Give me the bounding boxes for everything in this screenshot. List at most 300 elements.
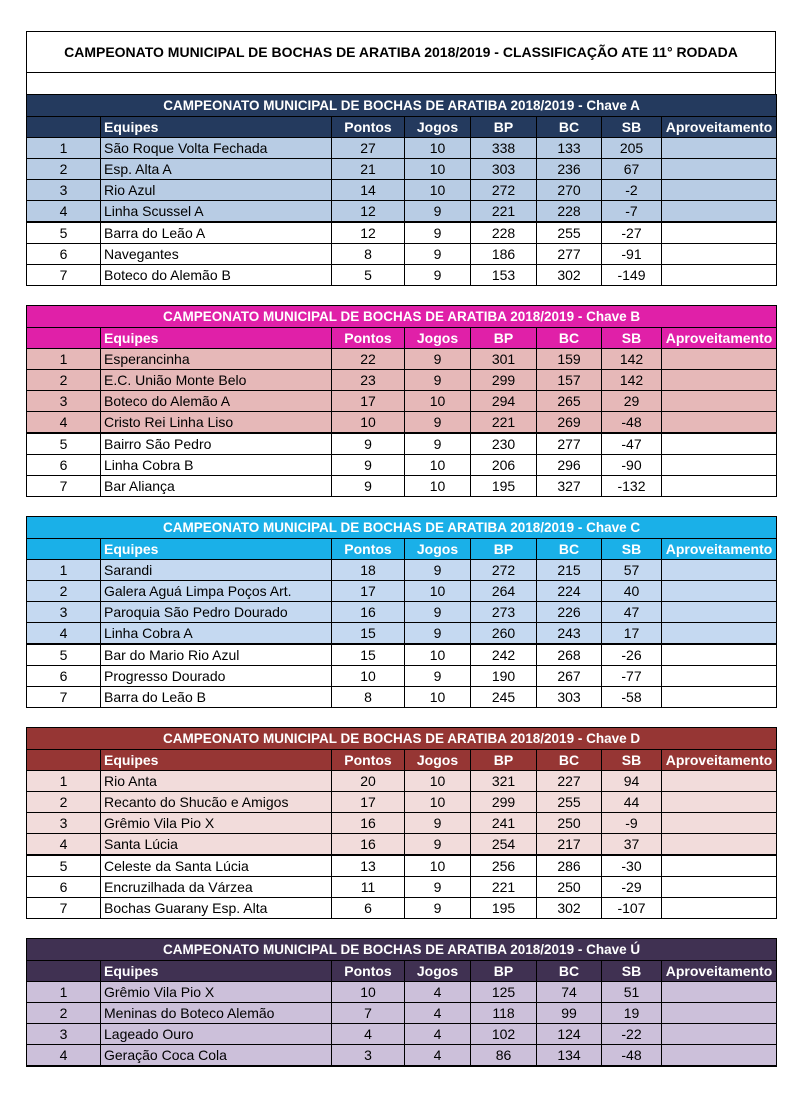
column-header-bp: BP — [471, 750, 537, 771]
cell-pos: 1 — [27, 560, 101, 581]
cell-team: Encruzilhada da Várzea — [101, 877, 332, 898]
group-table-1 — [26, 305, 776, 497]
cell-games: 9 — [405, 222, 471, 244]
cell-bp: 273 — [471, 602, 537, 623]
cell-bc: 296 — [537, 455, 602, 476]
cell-bc: 255 — [537, 792, 602, 813]
cell-perf — [662, 138, 777, 159]
table-row — [27, 433, 777, 455]
cell-sb: -47 — [602, 433, 662, 455]
standings-table — [26, 727, 777, 919]
cell-team: Santa Lúcia — [101, 834, 332, 856]
cell-pos: 2 — [27, 581, 101, 602]
table-row — [27, 159, 777, 180]
group-table-0 — [26, 94, 776, 286]
cell-perf — [662, 813, 777, 834]
cell-games: 9 — [405, 349, 471, 370]
cell-perf — [662, 855, 777, 877]
cell-bc: 74 — [537, 982, 602, 1003]
cell-team: Lageado Ouro — [101, 1024, 332, 1045]
cell-games: 10 — [405, 644, 471, 666]
cell-sb: 142 — [602, 349, 662, 370]
column-header-bc: BC — [537, 750, 602, 771]
table-row — [27, 602, 777, 623]
cell-bp: 221 — [471, 412, 537, 434]
group-table-4 — [26, 938, 776, 1067]
table-row — [27, 623, 777, 645]
cell-games: 9 — [405, 433, 471, 455]
table-row — [27, 771, 777, 792]
cell-bp: 256 — [471, 855, 537, 877]
cell-games: 10 — [405, 581, 471, 602]
table-row — [27, 391, 777, 412]
table-row — [27, 666, 777, 687]
column-header-pos — [27, 750, 101, 771]
cell-pos: 4 — [27, 834, 101, 856]
cell-perf — [662, 898, 777, 919]
cell-games: 9 — [405, 265, 471, 286]
table-row — [27, 412, 777, 434]
cell-points: 15 — [332, 644, 405, 666]
cell-team: Bairro São Pedro — [101, 433, 332, 455]
table-row — [27, 834, 777, 856]
cell-bp: 230 — [471, 433, 537, 455]
cell-bp: 102 — [471, 1024, 537, 1045]
cell-points: 22 — [332, 349, 405, 370]
cell-games: 10 — [405, 855, 471, 877]
column-header-sb: SB — [602, 539, 662, 560]
table-row — [27, 855, 777, 877]
cell-bp: 245 — [471, 687, 537, 708]
cell-bp: 301 — [471, 349, 537, 370]
cell-bc: 159 — [537, 349, 602, 370]
cell-pos: 2 — [27, 792, 101, 813]
cell-bc: 124 — [537, 1024, 602, 1045]
cell-bc: 217 — [537, 834, 602, 856]
cell-pos: 1 — [27, 771, 101, 792]
cell-team: Esperancinha — [101, 349, 332, 370]
column-header-bp: BP — [471, 117, 537, 138]
group-title: CAMPEONATO MUNICIPAL DE BOCHAS DE ARATIBA 2018/2019 - Chave C — [27, 517, 777, 539]
column-header-points: Pontos — [332, 328, 405, 349]
cell-bp: 221 — [471, 877, 537, 898]
column-header-pos — [27, 328, 101, 349]
column-header-points: Pontos — [332, 961, 405, 982]
cell-bp: 86 — [471, 1045, 537, 1067]
cell-points: 4 — [332, 1024, 405, 1045]
cell-points: 12 — [332, 201, 405, 223]
cell-perf — [662, 265, 777, 286]
cell-bp: 153 — [471, 265, 537, 286]
column-header-games: Jogos — [405, 750, 471, 771]
cell-pos: 1 — [27, 349, 101, 370]
group-title: CAMPEONATO MUNICIPAL DE BOCHAS DE ARATIBA 2018/2019 - Chave B — [27, 306, 777, 328]
cell-bp: 264 — [471, 581, 537, 602]
cell-pos: 7 — [27, 265, 101, 286]
column-header-bp: BP — [471, 539, 537, 560]
table-row — [27, 898, 777, 919]
cell-games: 10 — [405, 687, 471, 708]
table-row — [27, 180, 777, 201]
cell-perf — [662, 560, 777, 581]
cell-games: 9 — [405, 877, 471, 898]
cell-games: 9 — [405, 623, 471, 645]
cell-bc: 134 — [537, 1045, 602, 1067]
cell-bc: 268 — [537, 644, 602, 666]
table-row — [27, 455, 777, 476]
cell-pos: 3 — [27, 391, 101, 412]
cell-team: Sarandi — [101, 560, 332, 581]
cell-perf — [662, 349, 777, 370]
table-row — [27, 138, 777, 159]
cell-bp: 272 — [471, 180, 537, 201]
cell-team: Rio Azul — [101, 180, 332, 201]
table-row — [27, 1024, 777, 1045]
column-header-bp: BP — [471, 961, 537, 982]
cell-points: 21 — [332, 159, 405, 180]
cell-points: 6 — [332, 898, 405, 919]
cell-bp: 190 — [471, 666, 537, 687]
cell-perf — [662, 159, 777, 180]
cell-pos: 6 — [27, 666, 101, 687]
column-header-points: Pontos — [332, 750, 405, 771]
cell-pos: 2 — [27, 370, 101, 391]
cell-bp: 186 — [471, 244, 537, 265]
table-row — [27, 877, 777, 898]
column-header-games: Jogos — [405, 117, 471, 138]
cell-games: 9 — [405, 201, 471, 223]
cell-pos: 7 — [27, 476, 101, 497]
cell-sb: 47 — [602, 602, 662, 623]
cell-bp: 294 — [471, 391, 537, 412]
column-header-perf: Aproveitamento — [662, 961, 777, 982]
cell-points: 9 — [332, 455, 405, 476]
cell-points: 10 — [332, 412, 405, 434]
cell-perf — [662, 666, 777, 687]
cell-pos: 3 — [27, 1024, 101, 1045]
cell-team: Celeste da Santa Lúcia — [101, 855, 332, 877]
cell-points: 17 — [332, 792, 405, 813]
table-row — [27, 687, 777, 708]
cell-points: 3 — [332, 1045, 405, 1067]
table-row — [27, 370, 777, 391]
cell-perf — [662, 370, 777, 391]
cell-games: 4 — [405, 1003, 471, 1024]
cell-perf — [662, 222, 777, 244]
cell-pos: 6 — [27, 244, 101, 265]
cell-perf — [662, 792, 777, 813]
cell-points: 15 — [332, 623, 405, 645]
cell-pos: 4 — [27, 623, 101, 645]
cell-games: 10 — [405, 159, 471, 180]
column-header-team: Equipes — [101, 117, 332, 138]
cell-perf — [662, 623, 777, 645]
table-row — [27, 792, 777, 813]
cell-team: Bochas Guarany Esp. Alta — [101, 898, 332, 919]
table-row — [27, 644, 777, 666]
cell-games: 4 — [405, 1024, 471, 1045]
table-row — [27, 265, 777, 286]
cell-team: Barra do Leão A — [101, 222, 332, 244]
cell-team: Boteco do Alemão A — [101, 391, 332, 412]
cell-team: São Roque Volta Fechada — [101, 138, 332, 159]
cell-sb: 37 — [602, 834, 662, 856]
group-title: CAMPEONATO MUNICIPAL DE BOCHAS DE ARATIBA 2018/2019 - Chave Ú — [27, 939, 777, 961]
cell-points: 16 — [332, 602, 405, 623]
cell-sb: 142 — [602, 370, 662, 391]
cell-bc: 157 — [537, 370, 602, 391]
cell-games: 10 — [405, 180, 471, 201]
cell-perf — [662, 1045, 777, 1067]
cell-points: 18 — [332, 560, 405, 581]
cell-pos: 7 — [27, 687, 101, 708]
cell-bc: 302 — [537, 265, 602, 286]
cell-bc: 99 — [537, 1003, 602, 1024]
cell-team: Navegantes — [101, 244, 332, 265]
cell-bp: 206 — [471, 455, 537, 476]
cell-team: Galera Aguá Limpa Poços Art. — [101, 581, 332, 602]
main-title-box — [26, 31, 776, 95]
cell-bp: 195 — [471, 898, 537, 919]
column-header-points: Pontos — [332, 117, 405, 138]
cell-bp: 221 — [471, 201, 537, 223]
cell-points: 14 — [332, 180, 405, 201]
cell-bp: 118 — [471, 1003, 537, 1024]
cell-points: 10 — [332, 982, 405, 1003]
cell-perf — [662, 433, 777, 455]
cell-bp: 338 — [471, 138, 537, 159]
table-row — [27, 476, 777, 497]
table-row — [27, 560, 777, 581]
cell-games: 9 — [405, 370, 471, 391]
standings-table — [26, 94, 777, 286]
column-header-games: Jogos — [405, 328, 471, 349]
cell-points: 10 — [332, 666, 405, 687]
cell-points: 16 — [332, 834, 405, 856]
cell-sb: -48 — [602, 412, 662, 434]
cell-sb: -91 — [602, 244, 662, 265]
column-header-perf: Aproveitamento — [662, 117, 777, 138]
table-row — [27, 349, 777, 370]
cell-bc: 302 — [537, 898, 602, 919]
cell-points: 9 — [332, 433, 405, 455]
cell-pos: 3 — [27, 813, 101, 834]
cell-sb: -132 — [602, 476, 662, 497]
cell-bc: 265 — [537, 391, 602, 412]
cell-team: Barra do Leão B — [101, 687, 332, 708]
cell-pos: 5 — [27, 222, 101, 244]
cell-perf — [662, 244, 777, 265]
cell-perf — [662, 180, 777, 201]
cell-pos: 4 — [27, 201, 101, 223]
cell-team: Geração Coca Cola — [101, 1045, 332, 1067]
cell-sb: 40 — [602, 581, 662, 602]
table-row — [27, 1003, 777, 1024]
cell-bc: 255 — [537, 222, 602, 244]
cell-sb: -30 — [602, 855, 662, 877]
cell-team: Paroquia São Pedro Dourado — [101, 602, 332, 623]
cell-bp: 125 — [471, 982, 537, 1003]
column-header-perf: Aproveitamento — [662, 750, 777, 771]
cell-perf — [662, 201, 777, 223]
table-row — [27, 201, 777, 223]
cell-bc: 236 — [537, 159, 602, 180]
cell-pos: 6 — [27, 877, 101, 898]
cell-bc: 227 — [537, 771, 602, 792]
cell-perf — [662, 476, 777, 497]
cell-bc: 250 — [537, 877, 602, 898]
cell-bc: 133 — [537, 138, 602, 159]
cell-perf — [662, 687, 777, 708]
column-header-pos — [27, 117, 101, 138]
cell-games: 9 — [405, 560, 471, 581]
cell-points: 8 — [332, 687, 405, 708]
group-table-3 — [26, 727, 776, 919]
cell-bp: 272 — [471, 560, 537, 581]
cell-points: 9 — [332, 476, 405, 497]
cell-pos: 5 — [27, 855, 101, 877]
cell-perf — [662, 1024, 777, 1045]
cell-bp: 299 — [471, 370, 537, 391]
cell-points: 12 — [332, 222, 405, 244]
cell-points: 27 — [332, 138, 405, 159]
table-row — [27, 1045, 777, 1067]
cell-games: 9 — [405, 813, 471, 834]
cell-games: 10 — [405, 476, 471, 497]
cell-games: 10 — [405, 455, 471, 476]
cell-pos: 2 — [27, 1003, 101, 1024]
cell-bc: 250 — [537, 813, 602, 834]
cell-sb: 57 — [602, 560, 662, 581]
cell-pos: 1 — [27, 138, 101, 159]
cell-games: 9 — [405, 244, 471, 265]
cell-team: Meninas do Boteco Alemão — [101, 1003, 332, 1024]
cell-sb: 44 — [602, 792, 662, 813]
cell-sb: -77 — [602, 666, 662, 687]
cell-sb: -9 — [602, 813, 662, 834]
cell-bc: 327 — [537, 476, 602, 497]
cell-bp: 195 — [471, 476, 537, 497]
cell-points: 20 — [332, 771, 405, 792]
cell-bp: 299 — [471, 792, 537, 813]
standings-table — [26, 516, 777, 708]
cell-points: 23 — [332, 370, 405, 391]
cell-sb: 205 — [602, 138, 662, 159]
cell-sb: 29 — [602, 391, 662, 412]
cell-points: 16 — [332, 813, 405, 834]
column-header-sb: SB — [602, 750, 662, 771]
cell-points: 17 — [332, 391, 405, 412]
cell-perf — [662, 644, 777, 666]
cell-bp: 321 — [471, 771, 537, 792]
column-header-pos — [27, 961, 101, 982]
cell-points: 7 — [332, 1003, 405, 1024]
cell-points: 11 — [332, 877, 405, 898]
cell-perf — [662, 602, 777, 623]
cell-perf — [662, 877, 777, 898]
cell-team: Progresso Dourado — [101, 666, 332, 687]
cell-team: Recanto do Shucão e Amigos — [101, 792, 332, 813]
cell-bc: 303 — [537, 687, 602, 708]
column-header-sb: SB — [602, 961, 662, 982]
standings-table — [26, 305, 777, 497]
cell-sb: -58 — [602, 687, 662, 708]
cell-perf — [662, 412, 777, 434]
cell-pos: 4 — [27, 1045, 101, 1067]
cell-bp: 241 — [471, 813, 537, 834]
column-header-games: Jogos — [405, 539, 471, 560]
cell-team: Linha Scussel A — [101, 201, 332, 223]
cell-bp: 260 — [471, 623, 537, 645]
group-title: CAMPEONATO MUNICIPAL DE BOCHAS DE ARATIBA 2018/2019 - Chave A — [27, 95, 777, 117]
cell-games: 9 — [405, 898, 471, 919]
cell-bp: 254 — [471, 834, 537, 856]
cell-games: 4 — [405, 1045, 471, 1067]
cell-pos: 5 — [27, 433, 101, 455]
cell-sb: -27 — [602, 222, 662, 244]
cell-bc: 243 — [537, 623, 602, 645]
cell-sb: -90 — [602, 455, 662, 476]
cell-games: 10 — [405, 138, 471, 159]
column-header-perf: Aproveitamento — [662, 328, 777, 349]
cell-games: 9 — [405, 602, 471, 623]
cell-team: Linha Cobra B — [101, 455, 332, 476]
cell-bc: 270 — [537, 180, 602, 201]
cell-bc: 228 — [537, 201, 602, 223]
column-header-bc: BC — [537, 117, 602, 138]
column-header-team: Equipes — [101, 750, 332, 771]
cell-sb: -48 — [602, 1045, 662, 1067]
cell-sb: -22 — [602, 1024, 662, 1045]
cell-points: 8 — [332, 244, 405, 265]
cell-points: 5 — [332, 265, 405, 286]
cell-perf — [662, 1003, 777, 1024]
cell-sb: 94 — [602, 771, 662, 792]
cell-perf — [662, 771, 777, 792]
column-header-bc: BC — [537, 539, 602, 560]
cell-bc: 286 — [537, 855, 602, 877]
cell-sb: 51 — [602, 982, 662, 1003]
cell-games: 9 — [405, 412, 471, 434]
cell-sb: 19 — [602, 1003, 662, 1024]
column-header-pos — [27, 539, 101, 560]
cell-sb: -26 — [602, 644, 662, 666]
table-row — [27, 813, 777, 834]
cell-pos: 1 — [27, 982, 101, 1003]
column-header-perf: Aproveitamento — [662, 539, 777, 560]
table-row — [27, 222, 777, 244]
standings-table — [26, 938, 777, 1067]
cell-bc: 215 — [537, 560, 602, 581]
cell-bc: 277 — [537, 244, 602, 265]
column-header-sb: SB — [602, 117, 662, 138]
group-table-2 — [26, 516, 776, 708]
cell-team: Rio Anta — [101, 771, 332, 792]
table-row — [27, 581, 777, 602]
column-header-team: Equipes — [101, 539, 332, 560]
cell-perf — [662, 581, 777, 602]
column-header-team: Equipes — [101, 961, 332, 982]
cell-bc: 269 — [537, 412, 602, 434]
cell-sb: -7 — [602, 201, 662, 223]
cell-bc: 226 — [537, 602, 602, 623]
cell-team: Grêmio Vila Pio X — [101, 982, 332, 1003]
cell-games: 10 — [405, 391, 471, 412]
cell-games: 9 — [405, 834, 471, 856]
column-header-team: Equipes — [101, 328, 332, 349]
cell-bp: 228 — [471, 222, 537, 244]
cell-pos: 3 — [27, 180, 101, 201]
